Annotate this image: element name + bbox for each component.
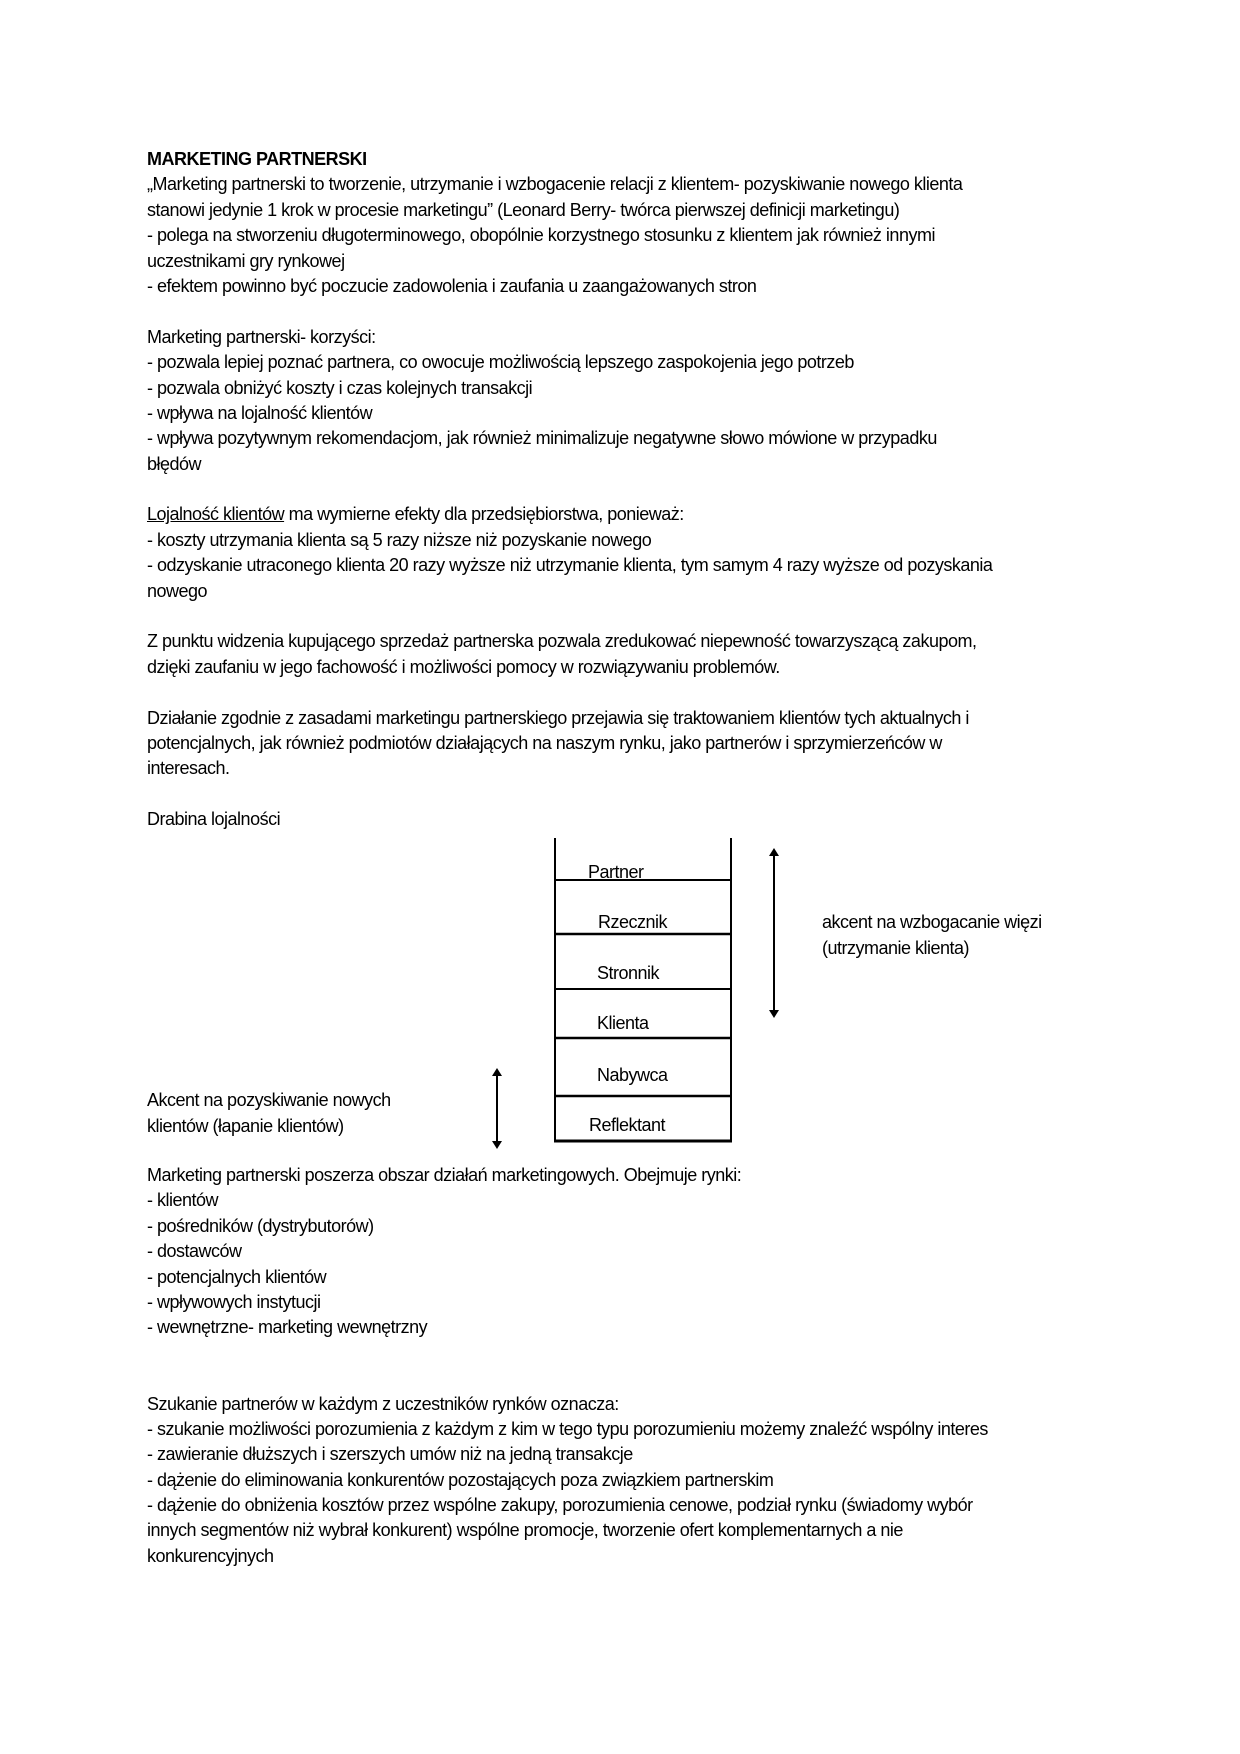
search-heading: Szukanie partnerów w każdym z uczestników rynków oznacza: — [147, 1393, 619, 1414]
paragraph-line: - efektem powinno być poczucie zadowolenia i zaufania u zaangażowanych stron — [147, 275, 757, 296]
list-item: - pozwala obniżyć koszty i czas kolejnych transakcji — [147, 377, 533, 398]
ladder-step-stronnik: Stronnik — [597, 963, 660, 983]
underlined-term: Lojalność klientów — [147, 504, 285, 525]
ladder-heading: Drabina lojalności — [147, 809, 281, 830]
paragraph-line: stanowi jedynie 1 krok w procesie marketingu” (Leonard Berry- twórca pierwszej definicji marketingu) — [147, 199, 900, 220]
list-item: nowego — [147, 580, 208, 601]
list-item: - potencjalnych klientów — [147, 1266, 327, 1287]
document-title: MARKETING PARTNERSKI — [147, 149, 367, 169]
list-item: - dostawców — [147, 1241, 242, 1262]
list-item: - dążenie do obniżenia kosztów przez wspólne zakupy, porozumienia cenowe, podział rynku (świadomy wybór — [147, 1495, 973, 1516]
list-item: - pozwala lepiej poznać partnera, co owocuje możliwością lepszego zaspokojenia jego potrzeb — [147, 352, 854, 373]
ladder-step-reflektant: Reflektant — [589, 1115, 666, 1135]
left-note-line: klientów (łapanie klientów) — [147, 1116, 344, 1136]
ladder-step-nabywca: Nabywca — [597, 1065, 668, 1085]
paragraph-line: Z punktu widzenia kupującego sprzedaż partnerska pozwala zredukować niepewność towarzyszącą zakupom, — [147, 631, 977, 652]
paragraph-line: interesach. — [147, 758, 230, 779]
list-item: - wpływa pozytywnym rekomendacjom, jak również minimalizuje negatywne słowo mówione w przypadku — [147, 428, 937, 449]
left-note-line: Akcent na pozyskiwanie nowych — [147, 1090, 391, 1110]
ladder-step-rzecznik: Rzecznik — [598, 912, 668, 932]
paragraph-line: uczestnikami gry rynkowej — [147, 250, 345, 271]
paragraph-line: - polega na stworzeniu długoterminowego, obopólnie korzystnego stosunku z klientem jak również innymi — [147, 225, 935, 246]
list-item: - szukanie możliwości porozumienia z każdym z kim w tego typu porozumieniu możemy znaleźć wspólny interes — [147, 1418, 988, 1439]
list-item: - klientów — [147, 1190, 219, 1211]
ladder-step-partner: Partner — [588, 862, 644, 882]
paragraph-line: „Marketing partnerski to tworzenie, utrzymanie i wzbogacenie relacji z klientem- pozyskiwanie nowego klienta — [147, 174, 963, 195]
loyalty-heading-rest: ma wymierne efekty dla przedsiębiorstwa, ponieważ: — [284, 504, 684, 525]
list-item: - wpływowych instytucji — [147, 1291, 321, 1312]
list-item: - odzyskanie utraconego klienta 20 razy wyższe niż utrzymanie klienta, tym samym 4 razy wyższe od pozyskania — [147, 555, 993, 576]
list-item: - zawieranie dłuższych i szerszych umów niż na jedną transakcje — [147, 1444, 633, 1465]
paragraph-line: potencjalnych, jak również podmiotów działających na naszym rynku, jako partnerów i sprzymierzeńców w — [147, 732, 942, 753]
list-item: - koszty utrzymania klienta są 5 razy niższe niż pozyskanie nowego — [147, 529, 652, 550]
list-item: innych segmentów niż wybrał konkurent) wspólne promocje, tworzenie ofert komplementarnych a nie — [147, 1520, 903, 1541]
list-item: - pośredników (dystrybutorów) — [147, 1215, 374, 1236]
right-note-line: akcent na wzbogacanie więzi — [822, 912, 1042, 932]
right-note-line: (utrzymanie klienta) — [822, 938, 970, 958]
benefits-heading: Marketing partnerski- korzyści: — [147, 326, 376, 347]
list-item: - wewnętrzne- marketing wewnętrzny — [147, 1317, 428, 1338]
markets-heading: Marketing partnerski poszerza obszar działań marketingowych. Obejmuje rynki: — [147, 1165, 742, 1185]
list-item: - wpływa na lojalność klientów — [147, 402, 373, 423]
paragraph-line: Działanie zgodnie z zasadami marketingu partnerskiego przejawia się traktowaniem klientów tych aktualnych i — [147, 707, 969, 728]
list-item: konkurencyjnych — [147, 1545, 274, 1566]
ladder-step-klienta: Klienta — [597, 1013, 649, 1033]
section-bottom — [147, 1163, 988, 1569]
list-item: - dążenie do eliminowania konkurentów pozostających poza związkiem partnerskim — [147, 1469, 774, 1490]
list-item: błędów — [147, 453, 202, 474]
paragraph-line: dzięki zaufaniu w jego fachowość i możliwości pomocy w rozwiązywaniu problemów. — [147, 656, 780, 677]
